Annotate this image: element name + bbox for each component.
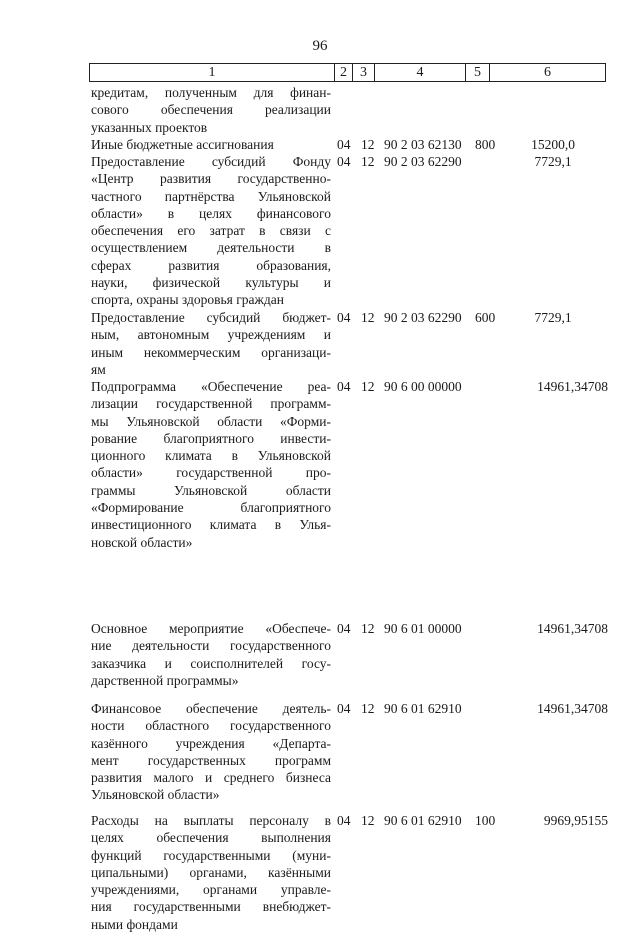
header-col-2: 2 — [334, 64, 352, 81]
row-name-line: дарственной программы» — [91, 672, 239, 688]
header-col-4: 4 — [374, 64, 465, 81]
row-name-line: развития малого и среднего бизнеса — [91, 770, 331, 786]
row-name-line: кредитам, полученным для финан- — [91, 85, 331, 100]
row-subsection: 12 — [361, 621, 375, 636]
row-name-line: функций государственными (муни- — [91, 847, 331, 863]
row-name-line: лизации государственной программ- — [91, 396, 331, 412]
row-amount: 7729,1 — [534, 154, 572, 169]
row-name-line: ным, автономным учреждениям и — [91, 327, 331, 343]
header-col-5: 5 — [465, 64, 489, 81]
row-name — [91, 378, 331, 551]
row-name-line: «Формирование благоприятного — [91, 500, 331, 516]
row-subsection: 12 — [361, 137, 375, 152]
row-name — [91, 700, 331, 804]
row-name-line: Финансовое обеспечение деятель- — [91, 701, 331, 716]
row-name-line: ционного климата в Ульяновской — [91, 448, 331, 464]
row-target-article: 90 2 03 62290 — [384, 154, 462, 169]
row-name-line: области» государственной про- — [91, 465, 331, 481]
row-name-line: ности областного государственного — [91, 718, 331, 734]
row-expense-type: 100 — [475, 813, 496, 828]
row-name-line: науки, физической культуры и — [91, 275, 331, 291]
row-section: 04 — [337, 701, 351, 716]
row-name-line: Иные бюджетные ассигнования — [91, 137, 274, 152]
row-target-article: 90 6 01 62910 — [384, 813, 462, 828]
row-expense-type: 600 — [475, 310, 496, 325]
row-name-line: Расходы на выплаты персоналу в — [91, 813, 331, 828]
row-name-line: мент государственных программ — [91, 752, 331, 768]
row-name — [91, 136, 331, 153]
row-name-line: целях обеспечения выполнения — [91, 830, 331, 846]
row-amount: 15200,0 — [531, 137, 575, 152]
row-amount: 14961,34708 — [537, 379, 608, 394]
row-target-article: 90 6 00 00000 — [384, 379, 462, 394]
row-section: 04 — [337, 621, 351, 636]
row-name-line: обеспечения его затрат в связи с — [91, 223, 331, 239]
row-name-line: ям — [91, 361, 106, 377]
row-section: 04 — [337, 154, 351, 169]
row-amount: 9969,95155 — [543, 813, 608, 828]
row-expense-type: 800 — [475, 137, 496, 152]
page-number: 96 — [312, 38, 328, 54]
row-target-article: 90 2 03 62130 — [384, 137, 462, 152]
row-amount: 14961,34708 — [537, 701, 608, 716]
row-name-line: указанных проектов — [91, 119, 208, 135]
row-amount: 7729,1 — [534, 310, 572, 325]
row-name-line: ципальными) органами, казёнными — [91, 864, 331, 880]
row-subsection: 12 — [361, 379, 375, 394]
row-name-line: «Центр развития государственно- — [91, 171, 331, 187]
row-subsection: 12 — [361, 813, 375, 828]
row-name-line: новской области» — [91, 534, 193, 550]
row-name-line: Основное мероприятие «Обеспече- — [91, 621, 331, 636]
row-name — [91, 153, 331, 309]
header-col-6: 6 — [489, 64, 605, 81]
row-name-line: Подпрограмма «Обеспечение реа- — [91, 379, 331, 394]
row-target-article: 90 2 03 62290 — [384, 310, 462, 325]
row-name — [91, 620, 331, 689]
row-section: 04 — [337, 137, 351, 152]
row-name-line: учреждениями, органами управле- — [91, 882, 331, 898]
row-name-line: сферах развития образования, — [91, 257, 331, 273]
row-target-article: 90 6 01 00000 — [384, 621, 462, 636]
row-name — [91, 309, 331, 378]
row-name-line: ние деятельности государственного — [91, 638, 331, 654]
row-name-line: иным некоммерческим организаци- — [91, 344, 331, 360]
row-name-line: области» в целях финансового — [91, 205, 331, 221]
row-name-line: Предоставление субсидий бюджет- — [91, 310, 331, 325]
row-section: 04 — [337, 379, 351, 394]
row-name — [91, 84, 331, 136]
row-section: 04 — [337, 813, 351, 828]
header-col-3: 3 — [352, 64, 374, 81]
row-subsection: 12 — [361, 701, 375, 716]
row-target-article: 90 6 01 62910 — [384, 701, 462, 716]
row-name — [91, 812, 331, 933]
row-name-line: инвестиционного климата в Улья- — [91, 517, 331, 533]
row-name-line: Ульяновской области» — [91, 787, 220, 803]
row-name-line: ния государственными внебюджет- — [91, 899, 331, 915]
row-name-line: ными фондами — [91, 916, 178, 932]
row-name-line: осуществлением деятельности в — [91, 240, 331, 256]
row-name-line: рование благоприятного инвести- — [91, 430, 331, 446]
row-name-line: мы Ульяновской области «Форми- — [91, 413, 331, 429]
row-name-line: казённого учреждения «Департа- — [91, 735, 331, 751]
table-header — [89, 63, 606, 82]
row-name-line: частного партнёрства Ульяновской — [91, 188, 331, 204]
row-section: 04 — [337, 310, 351, 325]
row-name-line: спорта, охраны здоровья граждан — [91, 292, 284, 308]
row-subsection: 12 — [361, 154, 375, 169]
row-amount: 14961,34708 — [537, 621, 608, 636]
row-name-line: заказчика и соисполнителей госу- — [91, 655, 331, 671]
row-name-line: граммы Ульяновской области — [91, 482, 331, 498]
row-name-line: сового обеспечения реализации — [91, 102, 331, 118]
header-col-1: 1 — [208, 65, 216, 80]
row-name-line: Предоставление субсидий Фонду — [91, 154, 331, 169]
row-subsection: 12 — [361, 310, 375, 325]
